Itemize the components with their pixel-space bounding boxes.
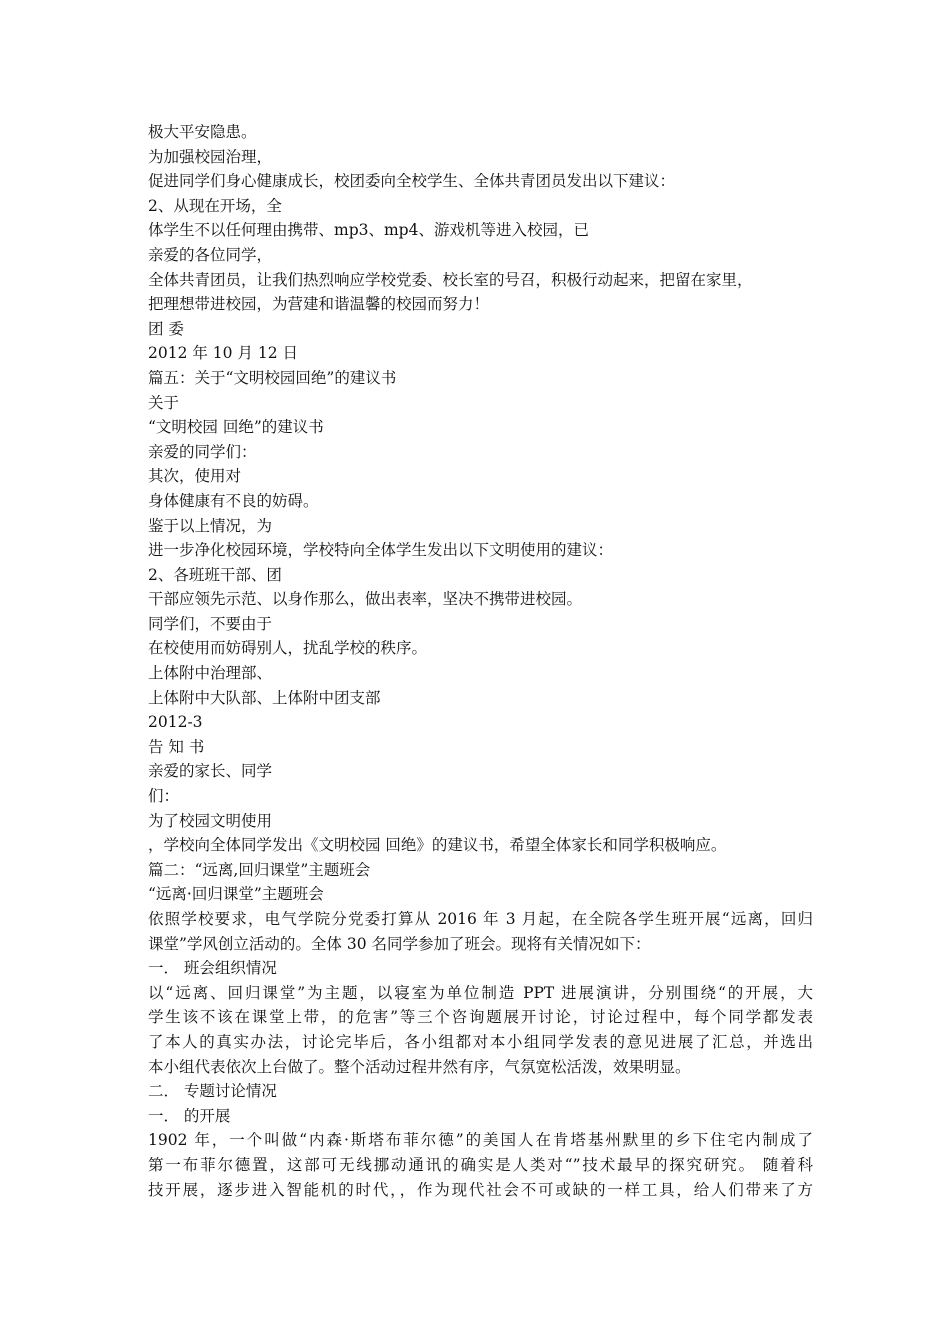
text-line: 亲爱的同学们： xyxy=(148,442,257,461)
text-line: 上体附中治理部、 xyxy=(148,664,273,683)
signature-line: 团 委 xyxy=(148,319,184,338)
notice-title: 告 知 书 xyxy=(148,737,205,756)
section-heading: 篇五：关于“文明校园回绝”的建议书 xyxy=(148,368,397,387)
text-line: 极大平安隐患。 xyxy=(148,123,257,141)
subsection-heading: 二． 专题讨论情况 xyxy=(148,1082,277,1101)
document-page xyxy=(148,120,813,1202)
text-line: 同学们，不要由于 xyxy=(148,614,273,633)
text-line: 第一布菲尔德置，这部可无线挪动通讯的确实是人类对“”技术最早的探究研究。 随着科 xyxy=(148,1155,813,1174)
text-line: 了本人的真实办法，讨论完毕后，各小组都对本小组同学发表的意见进展了汇总，并选出 xyxy=(148,1032,813,1051)
text-line: 干部应领先示范、以身作那么，做出表率，坚决不携带进校园。 xyxy=(148,590,583,609)
text-line: 促进同学们身心健康成长，校团委向全校学生、全体共青团员发出以下建议： xyxy=(148,172,676,191)
text-line: 为了校园文明使用 xyxy=(148,811,273,830)
text-line: 关于 xyxy=(148,393,180,412)
date-line: 2012-3 xyxy=(148,713,203,732)
text-line: 鉴于以上情况，为 xyxy=(148,516,273,535)
text-line: 在校使用而妨碍别人，扰乱学校的秩序。 xyxy=(148,639,428,658)
text-line: “文明校园 回绝”的建议书 xyxy=(148,418,324,437)
date-line: 2012 年 10 月 12 日 xyxy=(148,344,299,363)
text-line: 体学生不以任何理由携带、mp3、mp4、游戏机等进入校园，已 xyxy=(148,221,589,240)
text-line: 上体附中大队部、上体附中团支部 xyxy=(148,688,381,707)
text-line: 技开展，逐步进入智能机的时代，，作为现代社会不可或缺的一样工具，给人们带来了方 xyxy=(148,1180,813,1199)
text-line: 依照学校要求，电气学院分党委打算从 2016 年 3 月起，在全院各学生班开展“远离，回归 xyxy=(148,910,813,928)
text-line: 本小组代表依次上台做了。整个活动过程井然有序，气氛宽松活泼，效果明显。 xyxy=(148,1057,691,1076)
text-line: 1902 年，一个叫做“内森·斯塔布菲尔德”的美国人在肯塔基州默里的乡下住宅内制成了 xyxy=(148,1131,813,1150)
text-line: 进一步净化校园环境，学校特向全体学生发出以下文明使用的建议： xyxy=(148,541,614,560)
section-heading: 篇二：“远离,回归课堂”主题班会 xyxy=(148,860,371,879)
text-line: 们： xyxy=(148,787,180,806)
text-line: 为加强校园治理， xyxy=(148,147,273,166)
text-line: 全体共青团员，让我们热烈响应学校党委、校长室的号召，积极行动起来，把留在家里， xyxy=(148,270,753,289)
text-line: 课堂”学风创立活动的。全体 30 名同学参加了班会。现将有关情况如下： xyxy=(148,934,651,953)
text-line: “远离·回归课堂”主题班会 xyxy=(148,885,324,904)
text-line: 2、各班班干部、团 xyxy=(148,565,282,584)
text-line: 学生该不该在课堂上带，的危害”等三个咨询题展开讨论，讨论过程中，每个同学都发表 xyxy=(148,1008,813,1027)
subsection-heading: 一． 的开展 xyxy=(148,1106,231,1125)
text-line: 以“远离、回归课堂”为主题，以寝室为单位制造 PPT 进展演讲，分别围绕“的开展，大 xyxy=(148,983,813,1002)
text-line: 把理想带进校园，为营建和谐温馨的校园而努力！ xyxy=(148,295,490,314)
text-line: 2、从现在开场，全 xyxy=(148,196,282,215)
text-line: 亲爱的各位同学， xyxy=(148,245,273,264)
text-line: 亲爱的家长、同学 xyxy=(148,762,273,781)
text-line: 其次，使用对 xyxy=(148,467,242,486)
text-line: 身体健康有不良的妨碍。 xyxy=(148,491,319,510)
subsection-heading: 一． 班会组织情况 xyxy=(148,959,277,978)
text-line: ，学校向全体同学发出《文明校园 回绝》的建议书，希望全体家长和同学积极响应。 xyxy=(148,836,727,855)
